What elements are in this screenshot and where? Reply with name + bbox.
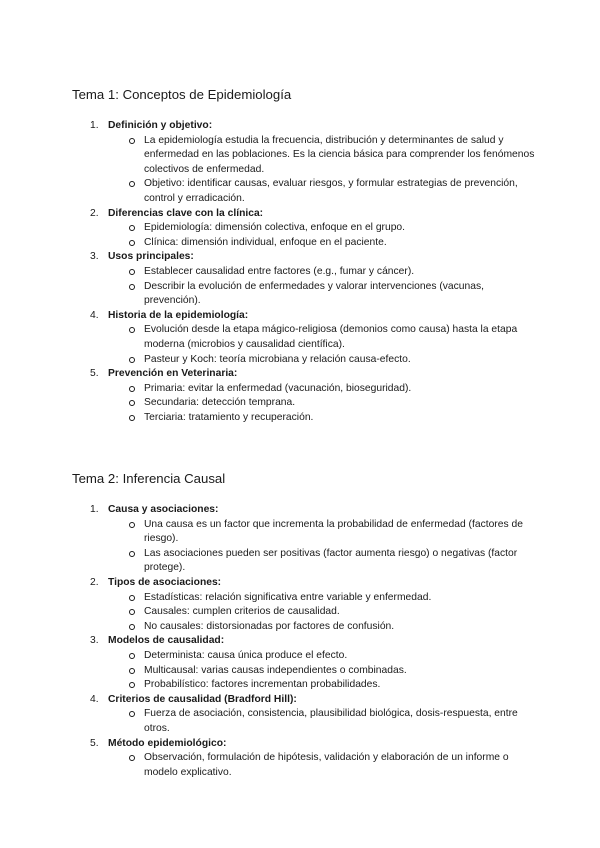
- bullet-text: Observación, formulación de hipótesis, validación y elaboración de un informe o modelo explicativo.: [144, 752, 509, 778]
- section-title: Modelos de causalidad:: [108, 635, 225, 647]
- tema-2-title: Tema 2: Inferencia Causal: [72, 471, 226, 486]
- hollow-circle-bullet-icon: [129, 240, 135, 246]
- bullet-text: Estadísticas: relación significativa entre variable y enfermedad.: [144, 591, 432, 603]
- bullet-text: Establecer causalidad entre factores (e.g., fumar y cáncer).: [144, 265, 415, 277]
- section-title: Causa y asociaciones:: [108, 504, 219, 515]
- bullet-item: [108, 411, 540, 426]
- section-title: Definición y objetivo:: [108, 120, 213, 131]
- tema-2: [72, 470, 540, 780]
- hollow-circle-bullet-icon: [129, 225, 135, 231]
- bullet-text: Determinista: causa única produce el efecto.: [144, 649, 348, 661]
- hollow-circle-bullet-icon: [129, 138, 135, 144]
- bullet-item: [108, 678, 540, 693]
- section-number: 4.: [90, 309, 99, 321]
- bullet-item: [108, 605, 540, 620]
- section-title: Usos principales:: [108, 251, 194, 263]
- section-item: [72, 693, 540, 737]
- bullet-item: [108, 353, 540, 368]
- hollow-circle-bullet-icon: [129, 181, 135, 187]
- hollow-circle-bullet-icon: [129, 668, 135, 674]
- tema-2-sections: [72, 503, 540, 780]
- bullet-item: [108, 382, 540, 397]
- hollow-circle-bullet-icon: [129, 357, 135, 363]
- bullet-text: Las asociaciones pueden ser positivas (factor aumenta riesgo) o negativas (factor protege).: [144, 547, 518, 574]
- bullet-list: [108, 221, 540, 250]
- section-number: 2.: [90, 207, 99, 219]
- hollow-circle-bullet-icon: [129, 624, 135, 630]
- bullet-text: Pasteur y Koch: teoría microbiana y relación causa-efecto.: [144, 353, 411, 365]
- section-item: [72, 737, 540, 781]
- hollow-circle-bullet-icon: [129, 653, 135, 659]
- section-number: 1.: [90, 120, 99, 131]
- section-item: [72, 119, 540, 207]
- bullet-item: [108, 649, 540, 664]
- bullet-item: [108, 547, 540, 576]
- bullet-item: [108, 518, 540, 547]
- bullet-item: [108, 707, 540, 736]
- hollow-circle-bullet-icon: [129, 682, 135, 688]
- section-title: Método epidemiológico:: [108, 737, 227, 749]
- section-number: 2.: [90, 576, 99, 588]
- section-item: [72, 309, 540, 367]
- hollow-circle-bullet-icon: [129, 551, 135, 557]
- section-number: 4.: [90, 693, 99, 705]
- bullet-list: [108, 134, 540, 207]
- bullet-item: [108, 664, 540, 679]
- section-item: [72, 207, 540, 251]
- bullet-list: [108, 649, 540, 693]
- bullet-list: [108, 265, 540, 309]
- bullet-text: Fuerza de asociación, consistencia, plausibilidad biológica, dosis-respuesta, entre otros.: [144, 708, 518, 734]
- hollow-circle-bullet-icon: [129, 711, 135, 717]
- bullet-list: [108, 591, 540, 635]
- bullet-text: Una causa es un factor que incrementa la probabilidad de enfermedad (factores de riesgo).: [144, 518, 523, 545]
- hollow-circle-bullet-icon: [129, 327, 135, 333]
- bullet-text: Epidemiología: dimensión colectiva, enfoque en el grupo.: [144, 222, 406, 234]
- bullet-text: Multicausal: varias causas independientes o combinadas.: [144, 664, 407, 676]
- bullet-text: Objetivo: identificar causas, evaluar riesgos, y formular estrategias de prevención, control y erradicación.: [144, 178, 518, 204]
- section-item: [72, 250, 540, 308]
- section-item: [72, 634, 540, 692]
- section-number: 5.: [90, 737, 99, 749]
- bullet-item: [108, 591, 540, 606]
- bullet-item: [108, 323, 540, 352]
- bullet-text: Secundaria: detección temprana.: [144, 397, 296, 409]
- section-title: Diferencias clave con la clínica:: [108, 207, 264, 219]
- section-number: 3.: [90, 635, 99, 647]
- hollow-circle-bullet-icon: [129, 522, 135, 528]
- bullet-list: [108, 707, 540, 736]
- bullet-text: Terciaria: tratamiento y recuperación.: [144, 411, 314, 423]
- hollow-circle-bullet-icon: [129, 284, 135, 290]
- hollow-circle-bullet-icon: [129, 609, 135, 615]
- section-item: [72, 576, 540, 634]
- bullet-item: [108, 265, 540, 280]
- hollow-circle-bullet-icon: [129, 755, 135, 761]
- bullet-item: [108, 280, 540, 309]
- section-number: 5.: [90, 368, 99, 380]
- hollow-circle-bullet-icon: [129, 269, 135, 275]
- section-number: 1.: [90, 504, 99, 515]
- hollow-circle-bullet-icon: [129, 386, 135, 392]
- tema-1: [72, 86, 540, 425]
- section-title: Prevención en Veterinaria:: [108, 368, 238, 380]
- bullet-text: La epidemiología estudia la frecuencia, distribución y determinantes de salud y enfermedad en las poblaciones. Es la ciencia básica para comprender los fenómenos colectivos de enfermedad.: [144, 134, 535, 175]
- bullet-item: [108, 751, 540, 780]
- bullet-item: [108, 177, 540, 206]
- bullet-item: [108, 396, 540, 411]
- hollow-circle-bullet-icon: [129, 400, 135, 406]
- bullet-text: Clínica: dimensión individual, enfoque en el paciente.: [144, 236, 387, 248]
- section-number: 3.: [90, 251, 99, 263]
- bullet-item: [108, 221, 540, 236]
- section-title: Criterios de causalidad (Bradford Hill):: [108, 693, 297, 705]
- bullet-list: [108, 518, 540, 576]
- bullet-text: No causales: distorsionadas por factores de confusión.: [144, 620, 395, 632]
- bullet-item: [108, 134, 540, 178]
- section-title: Historia de la epidemiología:: [108, 309, 249, 321]
- bullet-list: [108, 382, 540, 426]
- section-title: Tipos de asociaciones:: [108, 576, 222, 588]
- bullet-item: [108, 236, 540, 251]
- hollow-circle-bullet-icon: [129, 595, 135, 601]
- section-item: [72, 367, 540, 425]
- bullet-list: [108, 323, 540, 367]
- bullet-text: Evolución desde la etapa mágico-religiosa (demonios como causa) hasta la etapa moderna (microbios y causalidad científica).: [144, 324, 518, 350]
- hollow-circle-bullet-icon: [129, 415, 135, 421]
- bullet-text: Causales: cumplen criterios de causalidad.: [144, 606, 340, 618]
- tema-1-title: Tema 1: Conceptos de Epidemiología: [72, 87, 292, 102]
- bullet-text: Probabilístico: factores incrementan probabilidades.: [144, 679, 381, 691]
- bullet-text: Describir la evolución de enfermedades y valorar intervenciones (vacunas, prevención).: [144, 280, 484, 307]
- bullet-text: Primaria: evitar la enfermedad (vacunación, bioseguridad).: [144, 382, 412, 394]
- bullet-list: [108, 751, 540, 780]
- section-item: [72, 503, 540, 576]
- tema-1-sections: [72, 119, 540, 425]
- bullet-item: [108, 620, 540, 635]
